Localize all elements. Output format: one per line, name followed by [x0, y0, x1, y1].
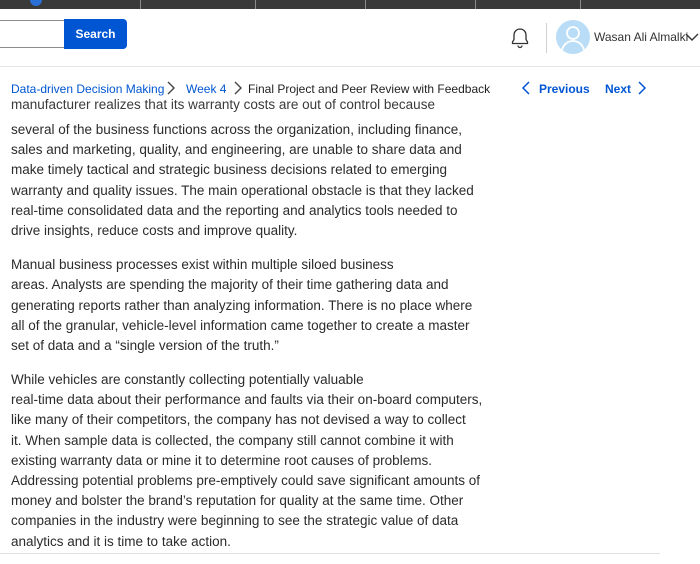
text-line: warranty and quality issues. The main operational obstacle is that they lacked: [11, 182, 474, 198]
text-line: Manual business processes exist within multiple siloed business: [11, 257, 394, 273]
paragraph-3: [11, 370, 481, 552]
text-line: all of the granular, vehicle-level information came together to create a master: [11, 317, 470, 333]
text-line: sales and marketing, quality, and engineering, are unable to share data and: [11, 142, 462, 158]
text-line: areas. Analysts are spending the majority of their time gathering data and: [11, 277, 449, 293]
text-line: real-time consolidated data and the reporting and analytics tools needed to: [11, 202, 458, 218]
chevron-left-icon[interactable]: [521, 80, 531, 96]
text-line: analytics and it is time to take action.: [11, 533, 231, 549]
text-line: make timely tactical and strategic business decisions related to emerging: [11, 162, 447, 178]
reading-content: [11, 97, 483, 556]
search-input[interactable]: [0, 20, 64, 48]
text-line: companies in the industry were beginning to see the strategic value of data: [11, 513, 459, 529]
text-line: Addressing potential problems pre-emptively could save significant amounts of: [11, 473, 480, 488]
cut-off-line: manufacturer realizes that its warranty costs are out of control because: [11, 97, 435, 112]
content-divider: [0, 553, 660, 554]
app-icon: [30, 0, 42, 6]
breadcrumb-current: Final Project and Peer Review with Feedback: [248, 82, 491, 96]
user-name[interactable]: Wasan Ali Almalki: [594, 30, 689, 44]
text-line: While vehicles are constantly collecting potentially valuable: [11, 372, 364, 388]
text-line: generating reports rather than analyzing information. There is no place where: [11, 297, 473, 313]
breadcrumb-week-link[interactable]: Week 4: [186, 82, 227, 96]
text-line: several of the business functions across the organization, including finance,: [11, 122, 463, 137]
top-header: [0, 9, 700, 67]
text-line: drive insights, reduce costs and improve quality.: [11, 222, 298, 238]
text-line: money and bolster the brand’s reputation for quality at the same time. Other: [11, 493, 464, 509]
text-line: it. When sample data is collected, the company still cannot combine it with: [11, 432, 454, 448]
avatar[interactable]: [556, 20, 590, 54]
text-line: set of data and a “single version of the truth.”: [11, 337, 279, 353]
bell-icon[interactable]: [508, 26, 532, 50]
chevron-right-icon[interactable]: [637, 80, 647, 96]
text-line: existing warranty data or mine it to determine root causes of problems.: [11, 452, 432, 468]
chevron-right-icon: [166, 80, 176, 96]
text-line: real-time data about their performance and faults via their on-board computers,: [11, 392, 483, 408]
browser-top-strip: [0, 0, 700, 9]
paragraph-2: [11, 255, 481, 356]
previous-button[interactable]: Previous: [539, 82, 590, 96]
chevron-right-icon: [233, 80, 243, 96]
search-button[interactable]: Search: [64, 19, 127, 49]
next-button[interactable]: Next: [605, 82, 632, 96]
header-divider: [546, 23, 547, 53]
paragraph-1: [11, 120, 481, 241]
chevron-down-icon[interactable]: [684, 31, 700, 43]
avatar-icon: [556, 20, 590, 54]
breadcrumb-course-link[interactable]: Data-driven Decision Making: [11, 82, 165, 96]
text-line: like many of their competitors, the company has not devised a way to collect: [11, 412, 466, 428]
